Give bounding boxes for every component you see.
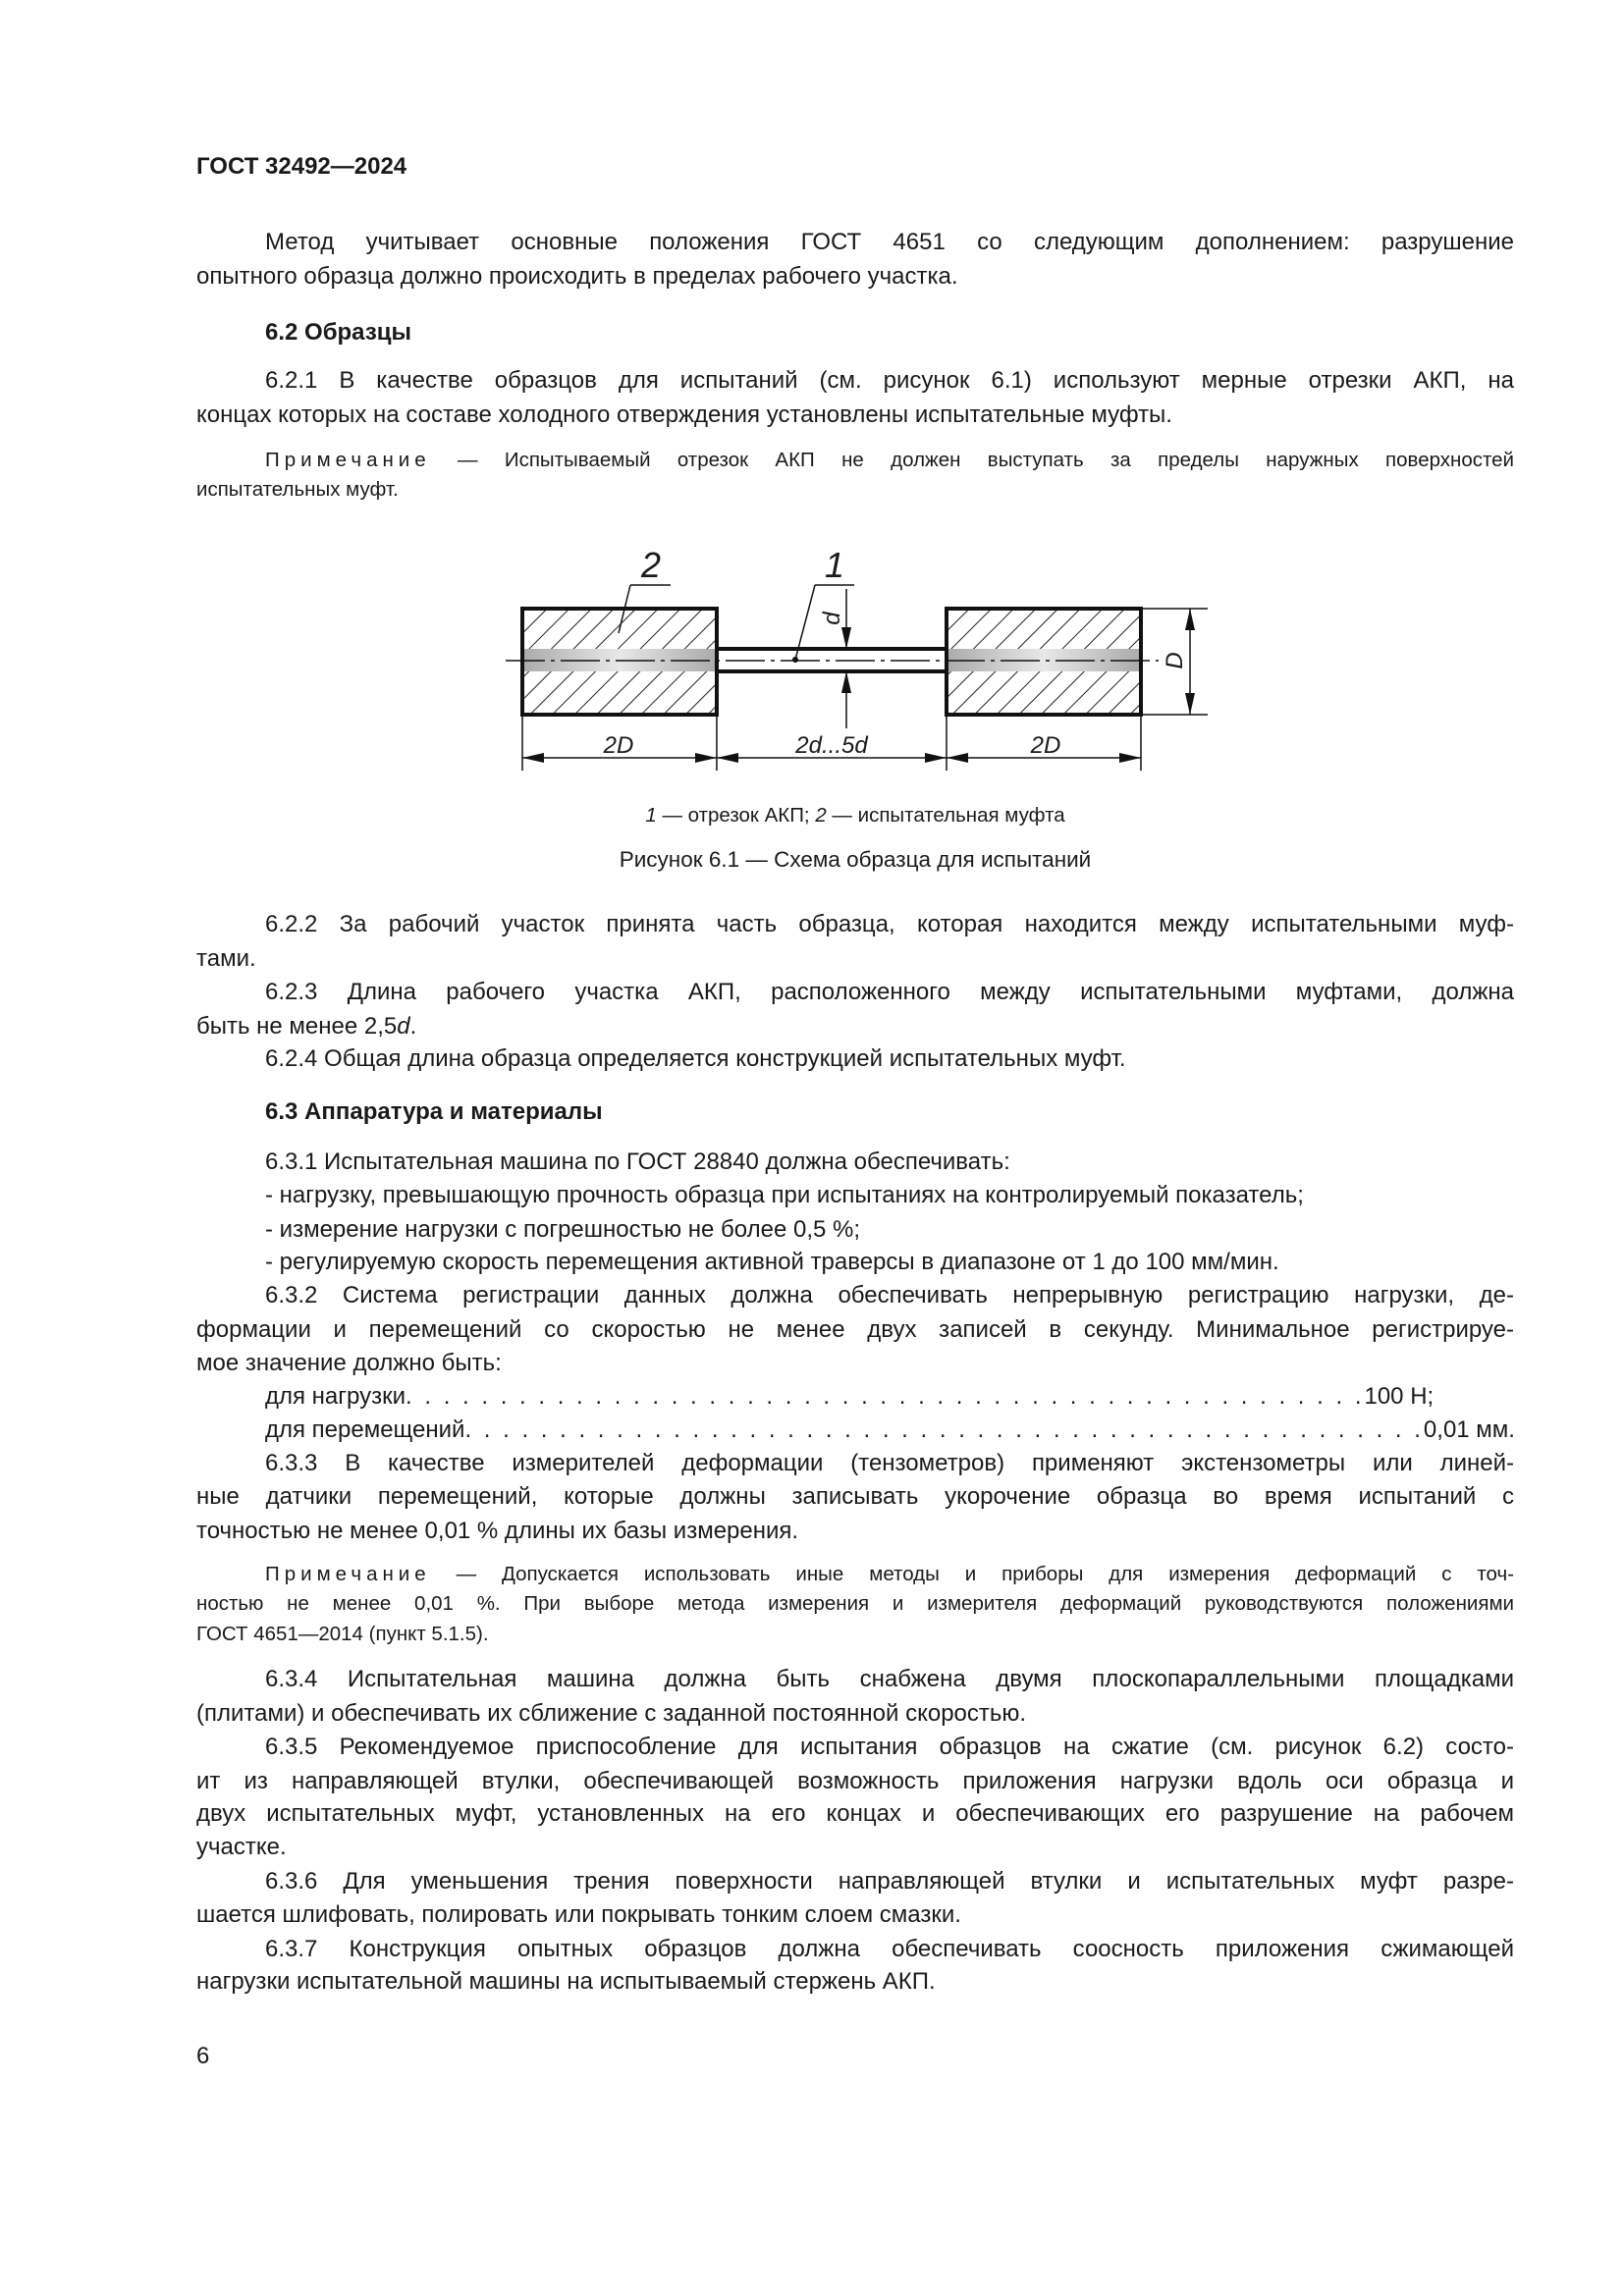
text-line: 6.3.7 Конструкция опытных образцов должна обеспечивать соосность приложения сжимающей	[265, 1936, 1514, 1962]
min-value: 100 Н;	[1364, 1383, 1435, 1410]
min-value-row	[265, 1380, 1435, 1414]
dot-leader: . . . . . . . . . . . . . . . . . . . . . . . . . . . . . . . . . . . . . . . . . . . . . . . . . . .	[464, 1416, 1424, 1443]
text-line: двух испытательных муфт, установленных на его концах и обеспечивающих его разрушение на рабочем	[196, 1800, 1514, 1827]
figure-caption: Рисунок 6.1 — Схема образца для испытаний	[619, 847, 1092, 872]
text-line: мое значение должно быть:	[196, 1350, 502, 1376]
section-heading: 6.3 Аппаратура и материалы	[265, 1098, 603, 1125]
list-item: - измерение нагрузки с погрешностью не более 0,5 %;	[265, 1216, 861, 1243]
text-line: 6.2.1 В качестве образцов для испытаний (см. рисунок 6.1) используют мерные отрезки АКП, на	[265, 367, 1514, 394]
text-line: 6.3.3 В качестве измерителей деформации (тензометров) применяют экстензометры или линей-	[265, 1450, 1514, 1476]
text-line: 6.2.4 Общая длина образца определяется конструкцией испытательных муфт.	[265, 1045, 1126, 1072]
text-line: 6.3.6 Для уменьшения трения поверхности направляющей втулки и испытательных муфт разре-	[265, 1868, 1514, 1895]
text-line: шается шлифовать, полировать или покрывать тонким слоем смазки.	[196, 1901, 961, 1928]
legend-num: 2	[815, 804, 827, 827]
text-line: 6.2.3 Длина рабочего участка АКП, расположенного между испытательными муфтами, должна	[265, 979, 1514, 1005]
legend-text: — испытательная муфта	[826, 804, 1065, 827]
dot-leader: . . . . . . . . . . . . . . . . . . . . . . . . . . . . . . . . . . . . . . . . . . . . . . . . . . .	[406, 1383, 1365, 1410]
text-line: 6.3.5 Рекомендуемое приспособление для испытания образцов на сжатие (см. рисунок 6.2) состо-	[265, 1734, 1514, 1760]
section-heading: 6.2 Образцы	[265, 319, 412, 346]
note-label: Примечание	[265, 449, 431, 471]
list-item: - нагрузку, превышающую прочность образца при испытаниях на контролируемый показатель;	[265, 1182, 1304, 1208]
note-line	[265, 444, 1514, 477]
dim-label-mid: 2d...5d	[795, 732, 868, 759]
legend-num: 1	[645, 804, 657, 827]
text: быть не менее 2,5	[196, 1013, 398, 1040]
note-line: испытательных муфт.	[196, 478, 399, 501]
callout-2: 2	[640, 545, 662, 585]
note-line	[265, 1558, 1514, 1591]
text-line: 6.2.2 За рабочий участок принята часть образца, которая находится между испытательными муф-	[265, 911, 1514, 937]
legend-text: — отрезок АКП;	[656, 804, 816, 827]
min-value: 0,01 мм.	[1423, 1416, 1515, 1443]
text: .	[409, 1013, 417, 1040]
document-header: ГОСТ 32492—2024	[196, 153, 407, 180]
min-value-label: для перемещений	[265, 1416, 465, 1443]
text-line: формации и перемещений со скоростью не менее двух записей в секунду. Минимальное регистрируе-	[196, 1316, 1514, 1343]
left-coupling	[522, 609, 717, 715]
note-label: Примечание	[265, 1563, 431, 1585]
dim-label-d: d	[819, 612, 845, 625]
list-item: - регулируемую скорость перемещения активной траверсы в диапазоне от 1 до 100 мм/мин.	[265, 1249, 1279, 1275]
note-line: ностью не менее 0,01 %. При выборе метода измерения и измерителя деформаций руководствуются положениями	[196, 1592, 1514, 1615]
text-line: ные датчики перемещений, которые должны записывать укорочение образца во время испытаний с	[196, 1483, 1514, 1510]
text-line: 6.3.1 Испытательная машина по ГОСТ 28840 должна обеспечивать:	[265, 1148, 1010, 1175]
figure-legend	[196, 799, 1514, 832]
text-line: концах которых на составе холодного отверждения установлены испытательные муфты.	[196, 401, 1172, 428]
page-number: 6	[196, 2043, 210, 2069]
text-line: ит из направляющей втулки, обеспечивающей возможность приложения нагрузки вдоль оси образца и	[196, 1768, 1514, 1794]
min-value-row	[265, 1414, 1515, 1447]
text-line	[196, 1010, 1514, 1043]
text-line: тами.	[196, 945, 256, 972]
dim-label-D: D	[1162, 652, 1188, 669]
note-text: — Испытываемый отрезок АКП не должен выступать за пределы наружных поверхностей	[458, 449, 1515, 471]
right-coupling	[947, 609, 1141, 715]
min-value-label: для нагрузки	[265, 1383, 406, 1410]
note-line: ГОСТ 4651—2014 (пункт 5.1.5).	[196, 1623, 489, 1645]
note-text: — Допускается использовать иные методы и приборы для измерения деформаций с точ-	[456, 1563, 1514, 1585]
text-line: нагрузки испытательной машины на испытываемый стержень АКП.	[196, 1968, 936, 1995]
callout-1: 1	[824, 545, 845, 585]
text-line: 6.3.2 Система регистрации данных должна обеспечивать непрерывную регистрацию нагрузки, де-	[265, 1282, 1514, 1308]
text-line: участке.	[196, 1834, 287, 1860]
text-line: (плитами) и обеспечивать их сближение с заданной постоянной скоростью.	[196, 1700, 1027, 1727]
text-line: 6.3.4 Испытательная машина должна быть снабжена двумя плоскопараллельными площадками	[265, 1666, 1514, 1692]
dim-label-right: 2D	[1030, 732, 1061, 759]
figure-6-1-specimen-diagram	[491, 530, 1237, 785]
dim-label-left: 2D	[603, 732, 634, 759]
text-italic: d	[397, 1013, 410, 1040]
text-line: Метод учитывает основные положения ГОСТ 4651 со следующим дополнением: разрушение	[265, 229, 1514, 255]
text-line: точностью не менее 0,01 % длины их базы измерения.	[196, 1518, 799, 1544]
text-line: опытного образца должно происходить в пределах рабочего участка.	[196, 263, 958, 290]
